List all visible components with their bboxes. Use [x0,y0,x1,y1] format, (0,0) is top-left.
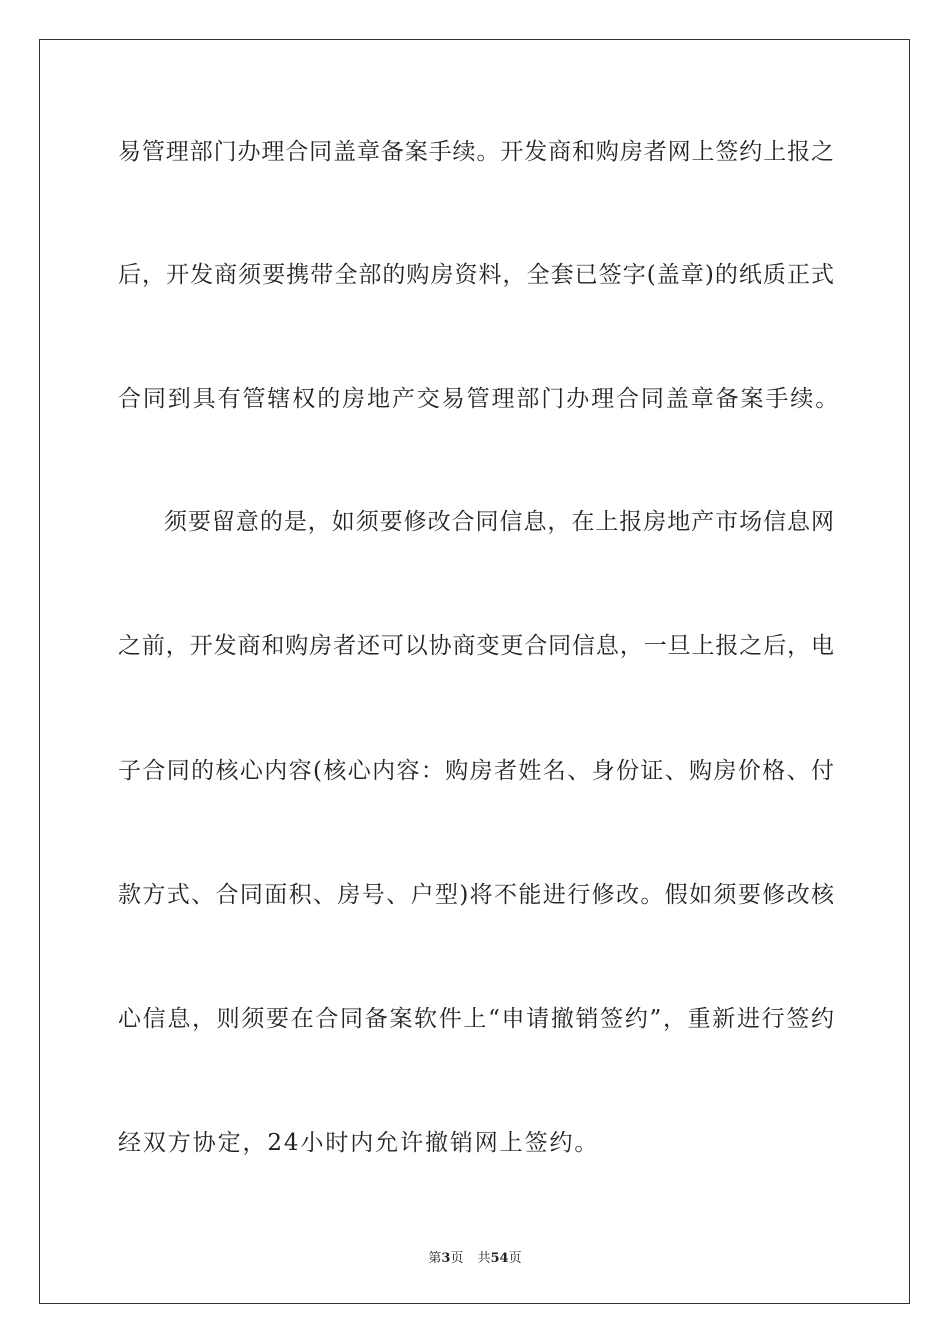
total-label-suffix: 页 [508,1251,522,1266]
page-label-prefix: 第 [428,1251,442,1266]
body-line-7: 款方式、合同面积、房号、户型)将不能进行修改。假如须要修改核 [118,882,834,908]
total-pages: 54 [490,1251,509,1266]
total-label-prefix: 共 [477,1251,491,1266]
body-line-2: 后，开发商须要携带全部的购房资料，全套已签字(盖章)的纸质正式 [118,262,834,288]
page-border [39,39,910,1304]
page-number: 3 [441,1251,451,1266]
page-label-suffix: 页 [450,1251,464,1266]
body-line-9: 经双方协定，24小时内允许撤销网上签约。 [118,1130,600,1156]
body-line-8: 心信息，则须要在合同备案软件上“申请撤销签约”，重新进行签约 [118,1006,834,1032]
page-footer [0,1250,950,1268]
body-line-5: 之前，开发商和购房者还可以协商变更合同信息，一旦上报之后，电 [118,633,834,659]
body-line-4: 须要留意的是，如须要修改合同信息，在上报房地产市场信息网 [164,509,834,535]
body-line-3: 合同到具有管辖权的房地产交易管理部门办理合同盖章备案手续。 [118,386,841,412]
body-line-6: 子合同的核心内容(核心内容：购房者姓名、身份证、购房价格、付 [118,758,834,784]
body-line-1: 易管理部门办理合同盖章备案手续。开发商和购房者网上签约上报之 [118,139,834,165]
